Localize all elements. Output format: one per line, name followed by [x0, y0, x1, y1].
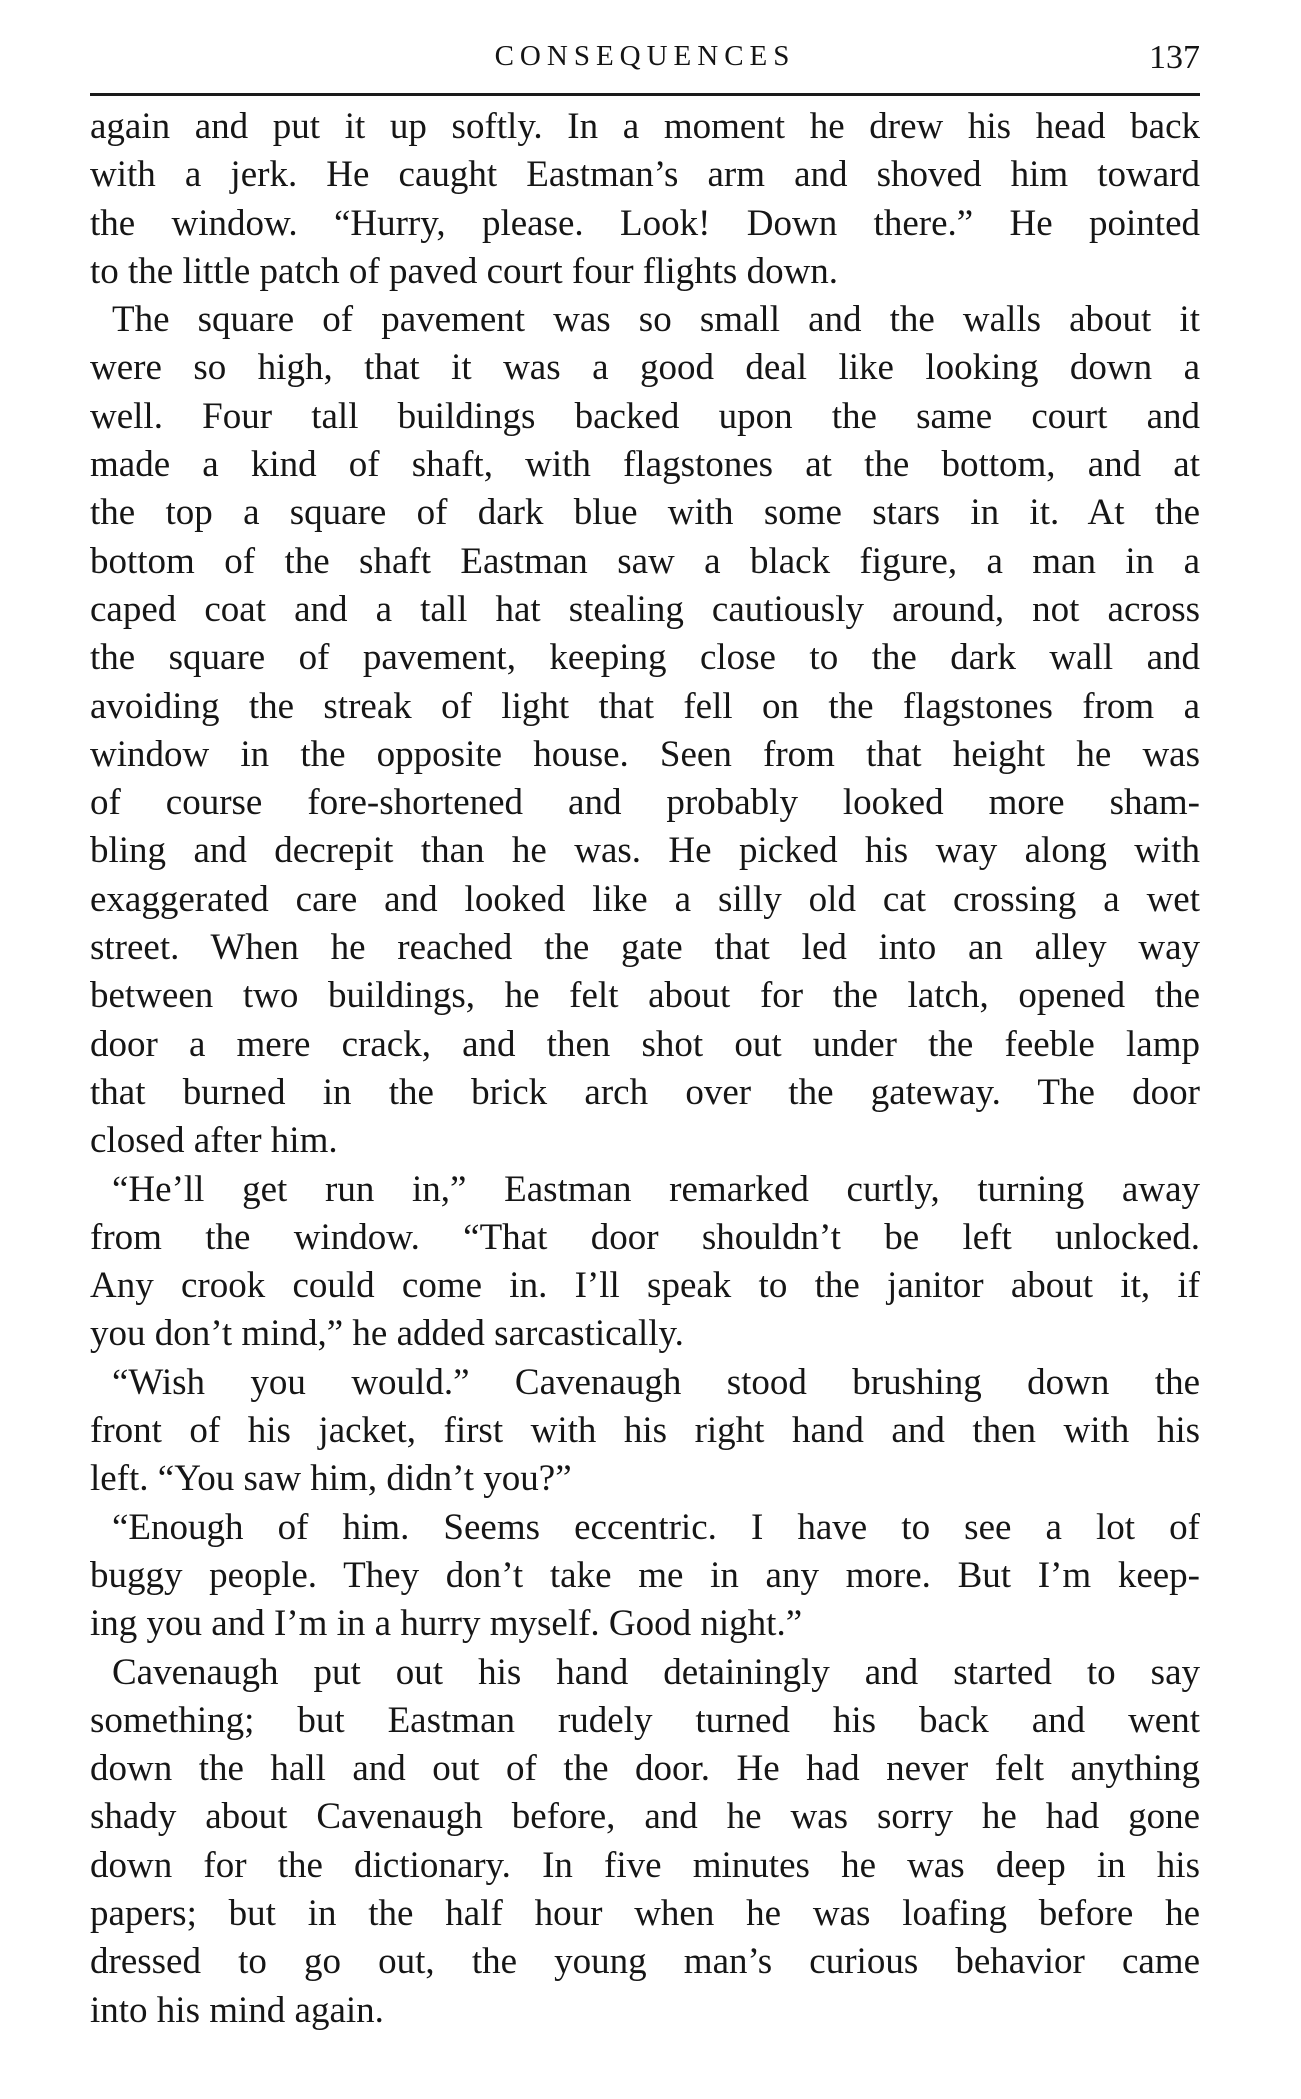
- text-line: shady about Cavenaugh before, and he was sorry he had gone: [90, 1796, 1200, 1838]
- text-line: dressed to go out, the young man’s curious behavior came: [90, 1941, 1200, 1983]
- text-line: left. “You saw him, didn’t you?”: [90, 1458, 572, 1500]
- text-line: something; but Eastman rudely turned his back and went: [90, 1699, 1200, 1741]
- text-line: exaggerated care and looked like a silly old cat crossing a wet: [90, 878, 1200, 920]
- text-line: the window. “Hurry, please. Look! Down there.” He pointed: [90, 202, 1200, 244]
- text-line: with a jerk. He caught Eastman’s arm and shoved him toward: [90, 154, 1200, 196]
- text-line: to the little patch of paved court four flights down.: [90, 250, 839, 292]
- paragraph: [90, 1504, 1200, 1649]
- text-line: between two buildings, he felt about for the latch, opened the: [90, 975, 1200, 1017]
- text-line: door a mere crack, and then shot out under the feeble lamp: [90, 1023, 1200, 1065]
- text-line: you don’t mind,” he added sarcastically.: [90, 1313, 684, 1355]
- text-body: [90, 103, 1200, 2035]
- page-number: 137: [1149, 39, 1200, 76]
- text-line: The square of pavement was so small and the walls about it: [112, 299, 1200, 341]
- text-line: Any crook could come in. I’ll speak to the janitor about it, if: [90, 1265, 1200, 1307]
- text-line: well. Four tall buildings backed upon the same court and: [90, 395, 1200, 437]
- text-line: bling and decrepit than he was. He picked his way along with: [90, 830, 1200, 872]
- paragraph: [90, 1359, 1200, 1504]
- paragraph: [90, 103, 1200, 296]
- text-line: the square of pavement, keeping close to the dark wall and: [90, 637, 1200, 679]
- text-line: again and put it up softly. In a moment he drew his head back: [90, 106, 1200, 147]
- text-line: papers; but in the half hour when he was loafing before he: [90, 1892, 1200, 1934]
- running-head: [90, 36, 1200, 92]
- text-line: street. When he reached the gate that led into an alley way: [90, 927, 1200, 969]
- running-title: CONSEQUENCES: [494, 40, 796, 72]
- text-line: were so high, that it was a good deal like looking down a: [90, 347, 1200, 389]
- paragraph: [90, 1166, 1200, 1359]
- text-line: closed after him.: [90, 1120, 338, 1162]
- paragraph: [90, 296, 1200, 1165]
- text-line: “He’ll get run in,” Eastman remarked curtly, turning away: [112, 1168, 1200, 1210]
- text-line: the top a square of dark blue with some stars in it. At the: [90, 492, 1200, 534]
- text-line: “Enough of him. Seems eccentric. I have to see a lot of: [112, 1506, 1200, 1548]
- text-line: that burned in the brick arch over the gateway. The door: [90, 1071, 1200, 1113]
- text-line: ing you and I’m in a hurry myself. Good night.”: [90, 1603, 803, 1645]
- text-line: from the window. “That door shouldn’t be left unlocked.: [90, 1216, 1200, 1258]
- text-line: bottom of the shaft Eastman saw a black figure, a man in a: [90, 540, 1200, 582]
- text-line: down the hall and out of the door. He had never felt anything: [90, 1748, 1200, 1790]
- text-line: Cavenaugh put out his hand detainingly and started to say: [112, 1651, 1200, 1693]
- paragraph: [90, 1649, 1200, 2035]
- text-line: front of his jacket, first with his right hand and then with his: [90, 1410, 1200, 1452]
- text-line: window in the opposite house. Seen from that height he was: [90, 733, 1200, 775]
- text-line: made a kind of shaft, with flagstones at the bottom, and at: [90, 444, 1200, 486]
- text-line: down for the dictionary. In five minutes he was deep in his: [90, 1844, 1200, 1886]
- header-rule: [90, 93, 1200, 96]
- text-line: caped coat and a tall hat stealing cautiously around, not across: [90, 588, 1200, 630]
- text-line: buggy people. They don’t take me in any more. But I’m keep-: [90, 1554, 1200, 1596]
- text-line: of course fore-shortened and probably looked more sham-: [90, 782, 1200, 824]
- text-line: “Wish you would.” Cavenaugh stood brushing down the: [112, 1361, 1200, 1403]
- text-line: avoiding the streak of light that fell on the flagstones from a: [90, 685, 1200, 727]
- text-line: into his mind again.: [90, 1989, 384, 2031]
